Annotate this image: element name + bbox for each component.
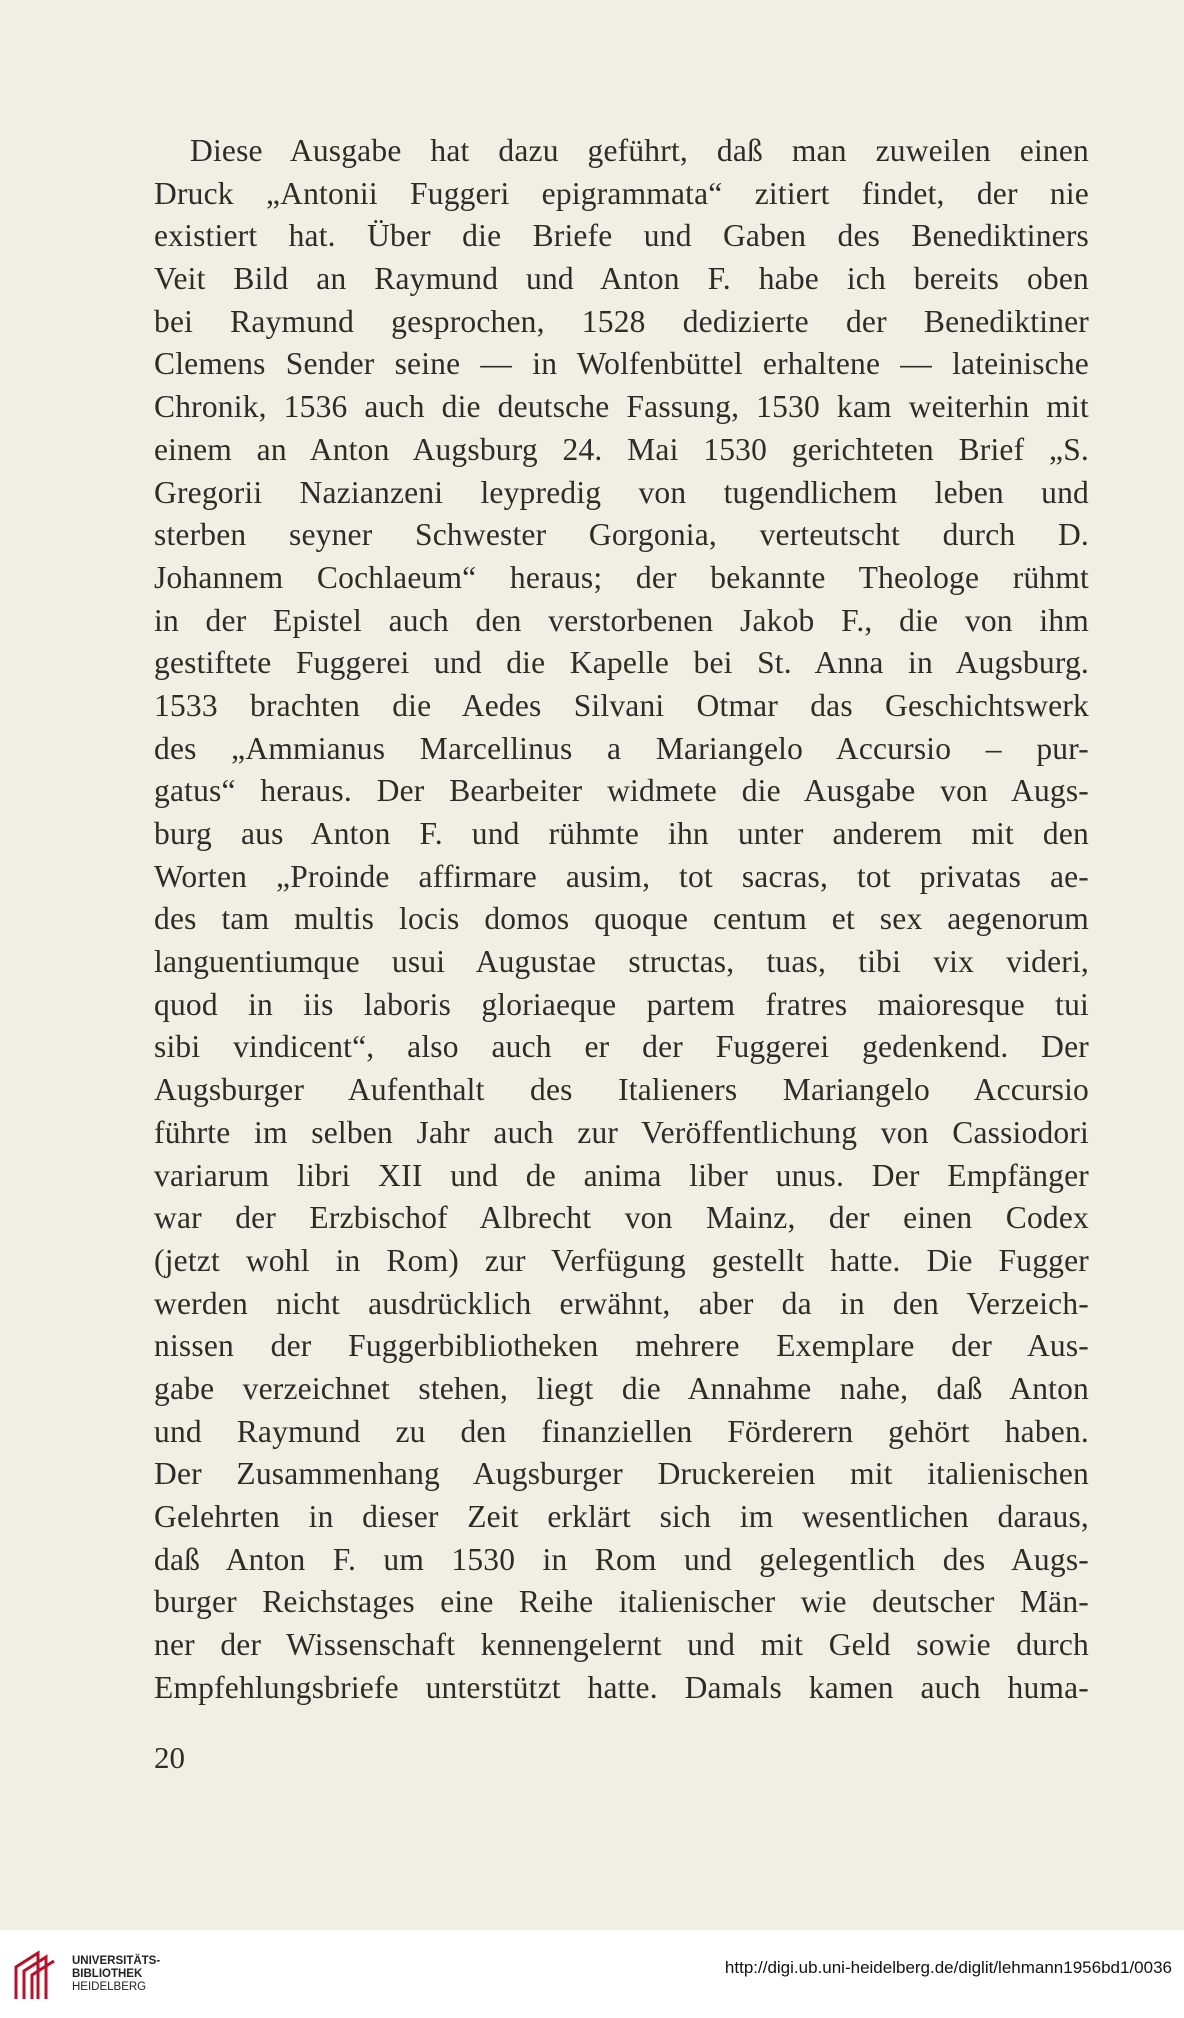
text-line: sterben seyner Schwester Gorgonia, verteutscht durch D. [154,517,1089,553]
text-line: ner der Wissenschaft kennengelernt und mit Geld sowie durch [154,1627,1089,1663]
text-line: sibi vindicent“, also auch er der Fuggerei gedenkend. Der [154,1029,1089,1065]
text-line: daß Anton F. um 1530 in Rom und gelegentlich des Augs- [154,1541,1089,1577]
text-line: gabe verzeichnet stehen, liegt die Annahme nahe, daß Anton [154,1370,1089,1406]
library-logo-icon[interactable] [12,1945,70,2003]
text-line: Chronik, 1536 auch die deutsche Fassung, 1530 kam weiterhin mit [154,389,1089,425]
text-line: languentiumque usui Augustae structas, tuas, tibi vix videri, [154,944,1089,980]
text-line: des „Ammianus Marcellinus a Mariangelo Accursio – pur- [154,730,1089,766]
text-line: Druck „Antonii Fuggeri epigrammata“ zitiert findet, der nie [154,175,1089,211]
text-line: burg aus Anton F. und rühmte ihn unter anderem mit den [154,816,1089,851]
text-line: burger Reichstages eine Reihe italienischer wie deutscher Män- [154,1584,1089,1620]
text-line: in der Epistel auch den verstorbenen Jakob F., die von ihm [154,602,1089,638]
text-line: Der Zusammenhang Augsburger Druckereien mit italienischen [154,1456,1089,1492]
library-name-line3: HEIDELBERG [72,1981,147,1993]
text-line: 1533 brachten die Aedes Silvani Otmar das Geschichtswerk [154,687,1089,723]
text-line: Diese Ausgabe hat dazu geführt, daß man zuweilen einen [190,133,1089,168]
body-text [154,130,1089,1709]
text-line: Veit Bild an Raymund und Anton F. habe ich bereits oben [154,261,1089,297]
text-line: variarum libri XII und de anima liber unus. Der Empfänger [154,1157,1089,1193]
text-line: war der Erzbischof Albrecht von Mainz, der einen Codex [154,1200,1089,1236]
text-line: und Raymund zu den finanziellen Förderern gehört haben. [154,1413,1089,1449]
text-line: gatus“ heraus. Der Bearbeiter widmete die Ausgabe von Augs- [154,773,1089,809]
source-url-link[interactable]: http://digi.ub.uni-heidelberg.de/diglit/lehmann1956bd1/0036 [724,1958,1172,1977]
text-line: nissen der Fuggerbibliotheken mehrere Exemplare der Aus- [154,1328,1089,1364]
text-line: einem an Anton Augsburg 24. Mai 1530 gerichteten Brief „S. [154,431,1089,467]
text-line: Empfehlungsbriefe unterstützt hatte. Damals kamen auch huma- [154,1669,1089,1705]
library-name [72,1955,160,1994]
text-line: Augsburger Aufenthalt des Italieners Mariangelo Accursio [154,1072,1089,1108]
library-name-line1: UNIVERSITÄTS- [72,1955,161,1967]
library-name-line2: BIBLIOTHEK [72,1968,143,1980]
text-line: des tam multis locis domos quoque centum et sex aegenorum [154,901,1089,937]
text-line: existiert hat. Über die Briefe und Gaben des Benediktiners [154,218,1089,254]
page-number: 20 [154,1740,185,1775]
text-line: gestiftete Fuggerei und die Kapelle bei St. Anna in Augsburg. [154,645,1089,681]
text-line: (jetzt wohl in Rom) zur Verfügung gestellt hatte. Die Fugger [154,1242,1089,1278]
text-line: werden nicht ausdrücklich erwähnt, aber da in den Verzeich- [154,1285,1089,1321]
text-line: führte im selben Jahr auch zur Veröffentlichung von Cassiodori [154,1114,1089,1150]
text-line: Worten „Proinde affirmare ausim, tot sacras, tot privatas ae- [154,858,1089,894]
text-line: Clemens Sender seine — in Wolfenbüttel erhaltene — lateinische [154,346,1089,382]
text-line: quod in iis laboris gloriaeque partem fratres maioresque tui [154,986,1089,1022]
text-line: Gelehrten in dieser Zeit erklärt sich im wesentlichen daraus, [154,1499,1089,1534]
text-line: Johannem Cochlaeum“ heraus; der bekannte Theologe rühmt [154,559,1089,595]
text-line: Gregorii Nazianzeni leypredig von tugendlichem leben und [154,474,1089,510]
text-line: bei Raymund gesprochen, 1528 dedizierte der Benediktiner [154,303,1089,339]
